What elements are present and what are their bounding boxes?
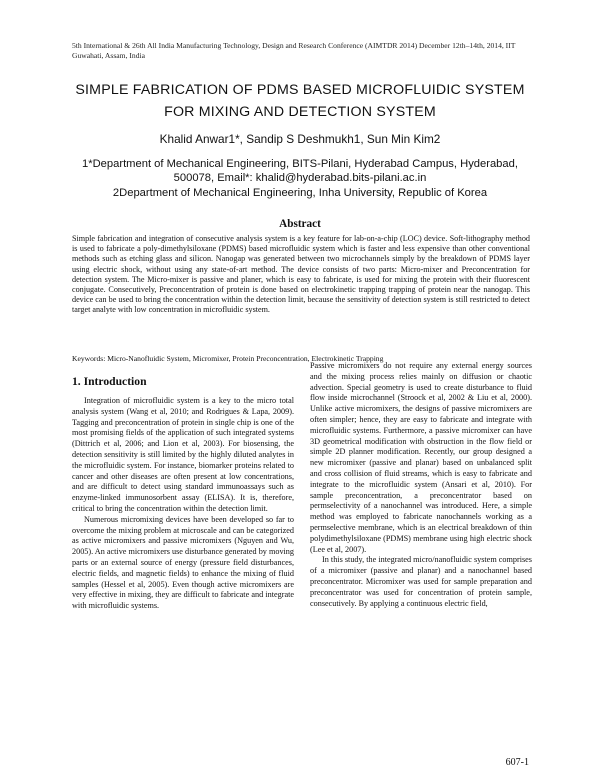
abstract-text: Simple fabrication and integration of consecutive analysis system is a key feature for lab-on-a-chip (LOC) device. Soft-lithography method is used to fabricate a poly-dimethylsiloxane (PDMS) based microfluidic system which is faster and less expensive than other conventional methods such as etching glass and silicon. Nanogap was generated between two microchannels simply by the breakdown of PDMS layer using electric shock, without using any state-of-art method. The device consists of two parts: Micro-mixer and Preconcentration for detection system. The Micro-mixer is passive and planer, which is easy to fabricate, is used for mixing the protein with their fluorescent conjugate. Consecutively, Preconcentration of protein is done based on electrokinetic trapping trapping of protein near the nanogap. This device can be used to bring the concentration within the detection limit, because the sensitivity of detection system is still restricted to detect target analyte with low concentration in microfluidic system. <box>72 234 530 315</box>
conference-header <box>72 41 542 61</box>
affiliation-line-2: 500078, Email*: khalid@hyderabad.bits-pilani.ac.in <box>173 172 427 184</box>
section-heading-introduction: 1. Introduction <box>72 375 147 388</box>
author-list: Khalid Anwar1*, Sandip S Deshmukh1, Sun Min Kim2 <box>159 132 441 146</box>
page-number: 607-1 <box>505 757 529 768</box>
paragraph: In this study, the integrated micro/nanofluidic system comprises of a micromixer (passive and planar) and a nanochannel based preconcentrator. Micromixer was used for sample preparation and preconcentrator was used for concentration of protein sample, consecutively. By applying a continuous electric field, <box>310 555 532 608</box>
abstract-heading: Abstract <box>279 218 321 230</box>
paragraph: Numerous micromixing devices have been developed so far to overcome the mixing problem at microscale and can be categorized as active micromixers and passive micromixers (Nguyen and Wu, 2005). An active micromixers use disturbance generated by moving parts or an external source of energy (pressure field disturbances, electric fields, and magnetic fields) to enhance the mixing of fluid samples (Hessel et al, 2005). Even though active micromixers are very effective in mixing, they are difficult to fabricate and integrate with microfluidic systems. <box>72 514 294 611</box>
paper-title-line-1: SIMPLE FABRICATION OF PDMS BASED MICROFLUIDIC SYSTEM <box>75 82 525 98</box>
header-line-2: Guwahati, Assam, India <box>72 51 145 60</box>
paper-title-line-2: FOR MIXING AND DETECTION SYSTEM <box>164 104 436 120</box>
right-column <box>310 361 532 609</box>
header-line-1: 5th International & 26th All India Manufacturing Technology, Design and Research Conference (AIMTDR 2014) December 12th–14th, 2014, IIT <box>72 41 516 50</box>
paragraph: Passive micromixers do not require any external energy sources and the mixing process relies mainly on diffusion or chaotic advection. Special geometry is used to create disturbance to fluid flow inside microchannel (Stroock et al, 2002 & Liu et al, 2000). Unlike active micromixers, the designs of passive micromixers are often simpler; hence, they are easy to fabricate and integrate with microfluidic systems. Furthermore, a passive micromixer can have 3D geometrical modification with obstruction in the flow field or simple 2D planner modification. Recently, our group designed a new micromixer (passive and planar) based on unbalanced split and cross collision of fluid streams, which is easy to fabricate and integrate to the microfluidic system (Ansari et al, 2010). For sample preconcentration, a preconcentrator based on permselectivity of a nanochannel was introduced. Here, a simple method was employed to fabricate nanochannels working as a permselective membrane, which is an electrical breakdown of thin polydimethylsiloxane (PDMS) membrane using high electric shock (Lee et al, 2007). <box>310 361 532 554</box>
affiliation-line-3: 2Department of Mechanical Engineering, Inha University, Republic of Korea <box>112 187 488 199</box>
left-column <box>72 396 294 612</box>
keywords: Keywords: Micro-Nanofluidic System, Micromixer, Protein Preconcentration, Electrokinetic Trapping <box>72 354 384 363</box>
paragraph: Integration of microfluidic system is a key to the micro total analysis system (Wang et al, 2010; and Rodrigues & Lapa, 2009). Tagging and preconcentration of protein in single chip is one of the most promising fields of the application of such integrated systems (Dittrich et al, 2006; and Lion et al, 2003). For biosensing, the detection sensitivity is still limited by the highly diluted analytes in the microfluidic system. For instance, biomarker proteins related to cancer and other diseases are often present at low concentrations, and are difficult to detect using standard immunoassays such as enzyme-linked immunosorbent assay (ELISA). It is, therefore, critical to bring the concentration within the detection limit. <box>72 396 294 513</box>
affiliation-line-1: 1*Department of Mechanical Engineering, BITS-Pilani, Hyderabad Campus, Hyderabad, <box>82 158 518 170</box>
